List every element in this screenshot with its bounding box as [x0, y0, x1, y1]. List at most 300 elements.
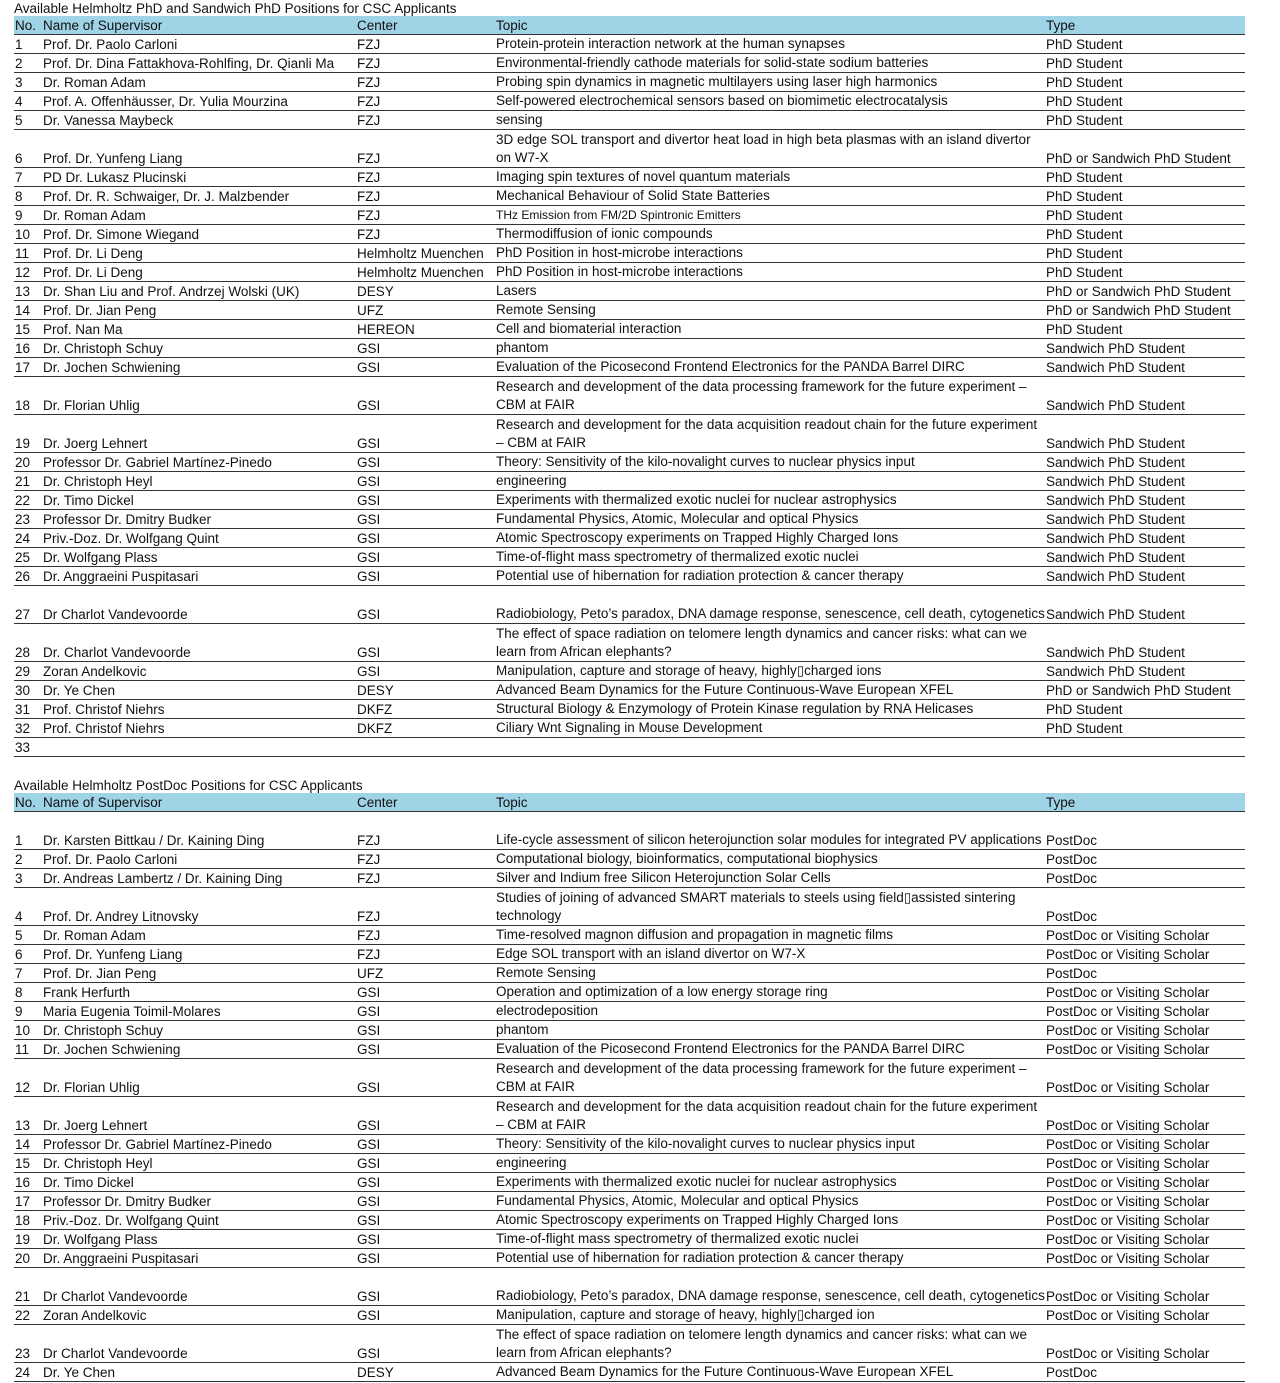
- cell-topic: [495, 737, 1045, 756]
- table-row: [14, 224, 1245, 243]
- postdoc-table: [14, 793, 1245, 1382]
- cell-supervisor: Professor Dr. Dmitry Budker: [42, 509, 356, 528]
- cell-supervisor: Dr Charlot Vandevoorde: [42, 1324, 356, 1362]
- cell-type: PhD Student: [1045, 34, 1245, 53]
- cell-type: PhD Student: [1045, 91, 1245, 110]
- table-row: [14, 1229, 1245, 1248]
- cell-topic: Research and development for the data acquisition readout chain for the future experiment – CBM at FAIR: [495, 414, 1045, 452]
- cell-topic: Experiments with thermalized exotic nuclei for nuclear astrophysics: [495, 490, 1045, 509]
- cell-type: PhD Student: [1045, 319, 1245, 338]
- cell-no: 19: [14, 414, 42, 452]
- cell-type: PhD Student: [1045, 224, 1245, 243]
- cell-type: PostDoc: [1045, 868, 1245, 887]
- table-row: [14, 1324, 1245, 1362]
- cell-topic: Fundamental Physics, Atomic, Molecular and optical Physics: [495, 1191, 1045, 1210]
- cell-topic: Remote Sensing: [495, 963, 1045, 982]
- cell-no: 9: [14, 1001, 42, 1020]
- table-row: [14, 661, 1245, 680]
- cell-center: GSI: [356, 1039, 495, 1058]
- cell-topic: Potential use of hibernation for radiation protection & cancer therapy: [495, 566, 1045, 585]
- cell-supervisor: Prof. Christof Niehrs: [42, 718, 356, 737]
- cell-supervisor: Dr. Roman Adam: [42, 72, 356, 91]
- cell-type: PostDoc: [1045, 887, 1245, 925]
- cell-center: GSI: [356, 1153, 495, 1172]
- cell-no: 24: [14, 528, 42, 547]
- cell-no: 5: [14, 110, 42, 129]
- table-row: [14, 414, 1245, 452]
- table-header-row: [14, 793, 1245, 811]
- cell-no: 16: [14, 338, 42, 357]
- cell-center: GSI: [356, 982, 495, 1001]
- table-row: [14, 566, 1245, 585]
- cell-topic: Advanced Beam Dynamics for the Future Continuous-Wave European XFEL: [495, 1362, 1045, 1381]
- cell-center: FZJ: [356, 868, 495, 887]
- cell-topic: Time-of-flight mass spectrometry of thermalized exotic nuclei: [495, 547, 1045, 566]
- cell-supervisor: Prof. Dr. R. Schwaiger, Dr. J. Malzbender: [42, 186, 356, 205]
- cell-supervisor: Dr. Christoph Schuy: [42, 338, 356, 357]
- cell-center: [356, 737, 495, 756]
- cell-supervisor: Dr. Anggraeini Puspitasari: [42, 1248, 356, 1267]
- cell-no: 14: [14, 1134, 42, 1153]
- cell-supervisor: Dr. Roman Adam: [42, 925, 356, 944]
- cell-type: PostDoc or Visiting Scholar: [1045, 1039, 1245, 1058]
- cell-type: PostDoc: [1045, 811, 1245, 849]
- cell-topic: Probing spin dynamics in magnetic multilayers using laser high harmonics: [495, 72, 1045, 91]
- cell-no: 14: [14, 300, 42, 319]
- cell-center: GSI: [356, 528, 495, 547]
- table-row: [14, 963, 1245, 982]
- cell-center: GSI: [356, 1229, 495, 1248]
- cell-topic: Self-powered electrochemical sensors based on biomimetic electrocatalysis: [495, 91, 1045, 110]
- cell-type: PostDoc: [1045, 1362, 1245, 1381]
- cell-type: Sandwich PhD Student: [1045, 528, 1245, 547]
- cell-topic: PhD Position in host-microbe interactions: [495, 262, 1045, 281]
- cell-type: PostDoc or Visiting Scholar: [1045, 1229, 1245, 1248]
- cell-topic: Cell and biomaterial interaction: [495, 319, 1045, 338]
- cell-supervisor: Dr. Ye Chen: [42, 680, 356, 699]
- table-row: [14, 490, 1245, 509]
- cell-topic: Operation and optimization of a low energy storage ring: [495, 982, 1045, 1001]
- table-row: [14, 1058, 1245, 1096]
- cell-center: GSI: [356, 414, 495, 452]
- cell-topic: Atomic Spectroscopy experiments on Trapped Highly Charged Ions: [495, 1210, 1045, 1229]
- table-row: [14, 300, 1245, 319]
- cell-supervisor: Frank Herfurth: [42, 982, 356, 1001]
- cell-no: 9: [14, 205, 42, 224]
- cell-topic: phantom: [495, 1020, 1045, 1039]
- cell-no: 20: [14, 452, 42, 471]
- cell-type: PhD or Sandwich PhD Student: [1045, 281, 1245, 300]
- cell-type: PostDoc or Visiting Scholar: [1045, 1267, 1245, 1305]
- table-row: [14, 680, 1245, 699]
- cell-topic: Research and development of the data processing framework for the future experiment – CBM at FAIR: [495, 1058, 1045, 1096]
- cell-type: PostDoc or Visiting Scholar: [1045, 1191, 1245, 1210]
- cell-center: GSI: [356, 1134, 495, 1153]
- cell-type: PostDoc or Visiting Scholar: [1045, 1020, 1245, 1039]
- cell-no: 23: [14, 509, 42, 528]
- header-topic: Topic: [495, 793, 1045, 811]
- cell-supervisor: Dr. Christoph Heyl: [42, 471, 356, 490]
- cell-supervisor: Dr. Joerg Lehnert: [42, 414, 356, 452]
- cell-topic: The effect of space radiation on telomere length dynamics and cancer risks: what can we learn from African elephants?: [495, 623, 1045, 661]
- cell-topic: Experiments with thermalized exotic nuclei for nuclear astrophysics: [495, 1172, 1045, 1191]
- table-row: [14, 129, 1245, 167]
- cell-type: Sandwich PhD Student: [1045, 509, 1245, 528]
- cell-no: 17: [14, 1191, 42, 1210]
- cell-no: 15: [14, 1153, 42, 1172]
- cell-center: FZJ: [356, 925, 495, 944]
- cell-type: [1045, 737, 1245, 756]
- table-row: [14, 34, 1245, 53]
- cell-topic: Advanced Beam Dynamics for the Future Continuous-Wave European XFEL: [495, 680, 1045, 699]
- cell-center: DESY: [356, 680, 495, 699]
- cell-topic: Lasers: [495, 281, 1045, 300]
- cell-supervisor: Prof. Dr. Yunfeng Liang: [42, 944, 356, 963]
- cell-topic: Evaluation of the Picosecond Frontend Electronics for the PANDA Barrel DIRC: [495, 1039, 1045, 1058]
- cell-no: 18: [14, 376, 42, 414]
- cell-no: 29: [14, 661, 42, 680]
- cell-supervisor: Professor Dr. Gabriel Martínez-Pinedo: [42, 452, 356, 471]
- cell-no: 13: [14, 281, 42, 300]
- table-row: [14, 243, 1245, 262]
- cell-no: 12: [14, 262, 42, 281]
- cell-type: PhD Student: [1045, 53, 1245, 72]
- table-row: [14, 718, 1245, 737]
- table-row: [14, 1172, 1245, 1191]
- cell-type: PostDoc or Visiting Scholar: [1045, 1248, 1245, 1267]
- cell-type: PostDoc or Visiting Scholar: [1045, 1153, 1245, 1172]
- cell-no: 11: [14, 1039, 42, 1058]
- cell-topic: Manipulation, capture and storage of heavy, highly▯charged ions: [495, 661, 1045, 680]
- cell-supervisor: Dr. Florian Uhlig: [42, 376, 356, 414]
- cell-center: UFZ: [356, 963, 495, 982]
- table-row: [14, 205, 1245, 224]
- cell-topic: The effect of space radiation on telomere length dynamics and cancer risks: what can we learn from African elephants?: [495, 1324, 1045, 1362]
- cell-supervisor: Dr. Jochen Schwiening: [42, 357, 356, 376]
- cell-supervisor: Zoran Andelkovic: [42, 661, 356, 680]
- cell-no: 15: [14, 319, 42, 338]
- cell-type: PhD or Sandwich PhD Student: [1045, 300, 1245, 319]
- cell-center: GSI: [356, 1305, 495, 1324]
- cell-center: FZJ: [356, 205, 495, 224]
- table-row: [14, 868, 1245, 887]
- cell-topic: Radiobiology, Peto’s paradox, DNA damage response, senescence, cell death, cytogenetics: [495, 585, 1045, 623]
- phd-section-title: Available Helmholtz PhD and Sandwich PhD Positions for CSC Applicants: [14, 1, 457, 16]
- cell-topic: Theory: Sensitivity of the kilo-novalight curves to nuclear physics input: [495, 452, 1045, 471]
- cell-center: DESY: [356, 1362, 495, 1381]
- cell-no: 6: [14, 129, 42, 167]
- cell-no: 17: [14, 357, 42, 376]
- table-row: [14, 1153, 1245, 1172]
- table-row: [14, 811, 1245, 849]
- table-row: [14, 338, 1245, 357]
- cell-supervisor: Prof. Dr. Li Deng: [42, 262, 356, 281]
- table-row: [14, 1020, 1245, 1039]
- table-row: [14, 737, 1245, 756]
- cell-supervisor: Professor Dr. Dmitry Budker: [42, 1191, 356, 1210]
- cell-supervisor: Prof. Dr. Paolo Carloni: [42, 34, 356, 53]
- cell-center: DKFZ: [356, 718, 495, 737]
- cell-topic: Studies of joining of advanced SMART materials to steels using field▯assisted sintering technology: [495, 887, 1045, 925]
- cell-center: Helmholtz Muenchen: [356, 262, 495, 281]
- cell-supervisor: [42, 737, 356, 756]
- cell-supervisor: Dr. Charlot Vandevoorde: [42, 623, 356, 661]
- cell-no: 4: [14, 887, 42, 925]
- cell-center: FZJ: [356, 186, 495, 205]
- cell-no: 11: [14, 243, 42, 262]
- cell-center: DKFZ: [356, 699, 495, 718]
- cell-no: 20: [14, 1248, 42, 1267]
- cell-supervisor: Prof. Dr. Simone Wiegand: [42, 224, 356, 243]
- cell-no: 21: [14, 471, 42, 490]
- cell-type: PhD Student: [1045, 262, 1245, 281]
- cell-type: PhD or Sandwich PhD Student: [1045, 129, 1245, 167]
- header-type: Type: [1045, 16, 1245, 34]
- cell-topic: Ciliary Wnt Signaling in Mouse Development: [495, 718, 1045, 737]
- cell-type: Sandwich PhD Student: [1045, 376, 1245, 414]
- cell-no: 26: [14, 566, 42, 585]
- cell-center: DESY: [356, 281, 495, 300]
- table-row: [14, 1267, 1245, 1305]
- cell-no: 5: [14, 925, 42, 944]
- table-row: [14, 1001, 1245, 1020]
- cell-type: PostDoc: [1045, 963, 1245, 982]
- table-row: [14, 72, 1245, 91]
- cell-no: 25: [14, 547, 42, 566]
- cell-no: 31: [14, 699, 42, 718]
- cell-center: GSI: [356, 1191, 495, 1210]
- cell-type: PhD Student: [1045, 205, 1245, 224]
- cell-topic: phantom: [495, 338, 1045, 357]
- postdoc-table-body: [14, 811, 1245, 1381]
- header-type: Type: [1045, 793, 1245, 811]
- cell-topic: 3D edge SOL transport and divertor heat load in high beta plasmas with an island divertor on W7-X: [495, 129, 1045, 167]
- cell-center: FZJ: [356, 72, 495, 91]
- cell-no: 3: [14, 72, 42, 91]
- cell-no: 1: [14, 34, 42, 53]
- postdoc-section-title: Available Helmholtz PostDoc Positions for CSC Applicants: [14, 778, 363, 793]
- cell-center: FZJ: [356, 34, 495, 53]
- cell-type: PostDoc or Visiting Scholar: [1045, 944, 1245, 963]
- cell-topic: Imaging spin textures of novel quantum materials: [495, 167, 1045, 186]
- cell-type: Sandwich PhD Student: [1045, 452, 1245, 471]
- cell-type: PostDoc or Visiting Scholar: [1045, 1172, 1245, 1191]
- cell-supervisor: Prof. Dr. Andrey Litnovsky: [42, 887, 356, 925]
- cell-type: Sandwich PhD Student: [1045, 338, 1245, 357]
- table-row: [14, 91, 1245, 110]
- cell-center: GSI: [356, 1096, 495, 1134]
- table-row: [14, 1096, 1245, 1134]
- cell-type: PostDoc or Visiting Scholar: [1045, 925, 1245, 944]
- table-row: [14, 452, 1245, 471]
- header-center: Center: [356, 16, 495, 34]
- cell-supervisor: Dr. Vanessa Maybeck: [42, 110, 356, 129]
- cell-type: Sandwich PhD Student: [1045, 623, 1245, 661]
- cell-no: 7: [14, 963, 42, 982]
- cell-type: PostDoc or Visiting Scholar: [1045, 1001, 1245, 1020]
- cell-topic: Atomic Spectroscopy experiments on Trapped Highly Charged Ions: [495, 528, 1045, 547]
- cell-topic: THz Emission from FM/2D Spintronic Emitters: [495, 205, 1045, 224]
- cell-supervisor: Dr. Wolfgang Plass: [42, 1229, 356, 1248]
- table-row: [14, 1039, 1245, 1058]
- cell-no: 32: [14, 718, 42, 737]
- cell-no: 30: [14, 680, 42, 699]
- cell-supervisor: Professor Dr. Gabriel Martínez-Pinedo: [42, 1134, 356, 1153]
- cell-no: 1: [14, 811, 42, 849]
- cell-center: Helmholtz Muenchen: [356, 243, 495, 262]
- cell-topic: Life-cycle assessment of silicon heterojunction solar modules for integrated PV applications: [495, 811, 1045, 849]
- phd-section: [14, 1, 1249, 757]
- cell-supervisor: Prof. Nan Ma: [42, 319, 356, 338]
- table-row: [14, 849, 1245, 868]
- cell-supervisor: Prof. Christof Niehrs: [42, 699, 356, 718]
- cell-type: PostDoc or Visiting Scholar: [1045, 1096, 1245, 1134]
- cell-no: 10: [14, 1020, 42, 1039]
- cell-topic: engineering: [495, 1153, 1045, 1172]
- cell-topic: Time-resolved magnon diffusion and propagation in magnetic films: [495, 925, 1045, 944]
- cell-center: GSI: [356, 661, 495, 680]
- cell-no: 7: [14, 167, 42, 186]
- cell-center: GSI: [356, 1267, 495, 1305]
- phd-table: [14, 16, 1245, 757]
- cell-center: GSI: [356, 1324, 495, 1362]
- cell-supervisor: Dr. Timo Dickel: [42, 490, 356, 509]
- cell-center: FZJ: [356, 944, 495, 963]
- cell-no: 33: [14, 737, 42, 756]
- cell-no: 12: [14, 1058, 42, 1096]
- cell-center: GSI: [356, 357, 495, 376]
- cell-supervisor: Dr. Shan Liu and Prof. Andrzej Wolski (UK): [42, 281, 356, 300]
- cell-center: GSI: [356, 490, 495, 509]
- table-row: [14, 585, 1245, 623]
- cell-center: GSI: [356, 566, 495, 585]
- header-center: Center: [356, 793, 495, 811]
- cell-type: Sandwich PhD Student: [1045, 547, 1245, 566]
- cell-supervisor: Dr. Joerg Lehnert: [42, 1096, 356, 1134]
- cell-center: GSI: [356, 585, 495, 623]
- table-row: [14, 925, 1245, 944]
- cell-center: FZJ: [356, 224, 495, 243]
- cell-supervisor: Prof. Dr. Paolo Carloni: [42, 849, 356, 868]
- table-row: [14, 1248, 1245, 1267]
- table-row: [14, 623, 1245, 661]
- cell-supervisor: PD Dr. Lukasz Plucinski: [42, 167, 356, 186]
- cell-no: 4: [14, 91, 42, 110]
- cell-center: GSI: [356, 1210, 495, 1229]
- cell-no: 22: [14, 490, 42, 509]
- cell-supervisor: Dr. Christoph Heyl: [42, 1153, 356, 1172]
- cell-topic: Computational biology, bioinformatics, computational biophysics: [495, 849, 1045, 868]
- table-row: [14, 944, 1245, 963]
- cell-supervisor: Dr. Christoph Schuy: [42, 1020, 356, 1039]
- cell-supervisor: Prof. A. Offenhäusser, Dr. Yulia Mourzina: [42, 91, 356, 110]
- cell-center: GSI: [356, 1058, 495, 1096]
- cell-no: 24: [14, 1362, 42, 1381]
- cell-no: 2: [14, 849, 42, 868]
- cell-no: 6: [14, 944, 42, 963]
- table-row: [14, 699, 1245, 718]
- cell-no: 23: [14, 1324, 42, 1362]
- cell-supervisor: Priv.-Doz. Dr. Wolfgang Quint: [42, 1210, 356, 1229]
- cell-center: FZJ: [356, 167, 495, 186]
- cell-supervisor: Dr. Jochen Schwiening: [42, 1039, 356, 1058]
- cell-center: FZJ: [356, 91, 495, 110]
- table-row: [14, 1210, 1245, 1229]
- cell-type: PostDoc or Visiting Scholar: [1045, 1305, 1245, 1324]
- table-row: [14, 281, 1245, 300]
- cell-supervisor: Dr. Roman Adam: [42, 205, 356, 224]
- cell-no: 2: [14, 53, 42, 72]
- cell-center: GSI: [356, 376, 495, 414]
- cell-topic: Fundamental Physics, Atomic, Molecular and optical Physics: [495, 509, 1045, 528]
- cell-topic: sensing: [495, 110, 1045, 129]
- cell-no: 16: [14, 1172, 42, 1191]
- cell-center: GSI: [356, 1020, 495, 1039]
- cell-type: PhD Student: [1045, 167, 1245, 186]
- cell-center: FZJ: [356, 53, 495, 72]
- cell-type: PhD Student: [1045, 110, 1245, 129]
- cell-type: PostDoc or Visiting Scholar: [1045, 1134, 1245, 1153]
- cell-type: Sandwich PhD Student: [1045, 566, 1245, 585]
- postdoc-section: [14, 778, 1249, 1382]
- table-row: [14, 186, 1245, 205]
- header-no: No.: [14, 793, 42, 811]
- cell-type: PostDoc or Visiting Scholar: [1045, 982, 1245, 1001]
- header-topic: Topic: [495, 16, 1045, 34]
- cell-center: GSI: [356, 471, 495, 490]
- cell-supervisor: Dr. Florian Uhlig: [42, 1058, 356, 1096]
- cell-topic: engineering: [495, 471, 1045, 490]
- cell-type: PhD or Sandwich PhD Student: [1045, 680, 1245, 699]
- table-row: [14, 547, 1245, 566]
- cell-center: HEREON: [356, 319, 495, 338]
- table-row: [14, 528, 1245, 547]
- cell-topic: Research and development for the data acquisition readout chain for the future experiment – CBM at FAIR: [495, 1096, 1045, 1134]
- cell-center: GSI: [356, 1248, 495, 1267]
- cell-center: GSI: [356, 509, 495, 528]
- cell-no: 22: [14, 1305, 42, 1324]
- table-row: [14, 167, 1245, 186]
- cell-type: PhD Student: [1045, 243, 1245, 262]
- cell-no: 28: [14, 623, 42, 661]
- cell-center: GSI: [356, 1172, 495, 1191]
- phd-table-body: [14, 34, 1245, 756]
- cell-supervisor: Prof. Dr. Jian Peng: [42, 300, 356, 319]
- cell-type: PostDoc or Visiting Scholar: [1045, 1210, 1245, 1229]
- table-row: [14, 1305, 1245, 1324]
- header-no: No.: [14, 16, 42, 34]
- cell-type: PhD Student: [1045, 186, 1245, 205]
- cell-center: FZJ: [356, 849, 495, 868]
- cell-center: GSI: [356, 623, 495, 661]
- cell-topic: Structural Biology & Enzymology of Protein Kinase regulation by RNA Helicases: [495, 699, 1045, 718]
- cell-topic: Protein-protein interaction network at the human synapses: [495, 34, 1045, 53]
- table-row: [14, 262, 1245, 281]
- cell-no: 19: [14, 1229, 42, 1248]
- table-row: [14, 110, 1245, 129]
- cell-type: PhD Student: [1045, 72, 1245, 91]
- cell-supervisor: Dr. Andreas Lambertz / Dr. Kaining Ding: [42, 868, 356, 887]
- cell-topic: electrodeposition: [495, 1001, 1045, 1020]
- cell-type: Sandwich PhD Student: [1045, 585, 1245, 623]
- table-row: [14, 887, 1245, 925]
- cell-type: PhD Student: [1045, 718, 1245, 737]
- table-header-row: [14, 16, 1245, 34]
- header-name: Name of Supervisor: [42, 793, 356, 811]
- cell-type: Sandwich PhD Student: [1045, 661, 1245, 680]
- table-row: [14, 1362, 1245, 1381]
- cell-type: PhD Student: [1045, 699, 1245, 718]
